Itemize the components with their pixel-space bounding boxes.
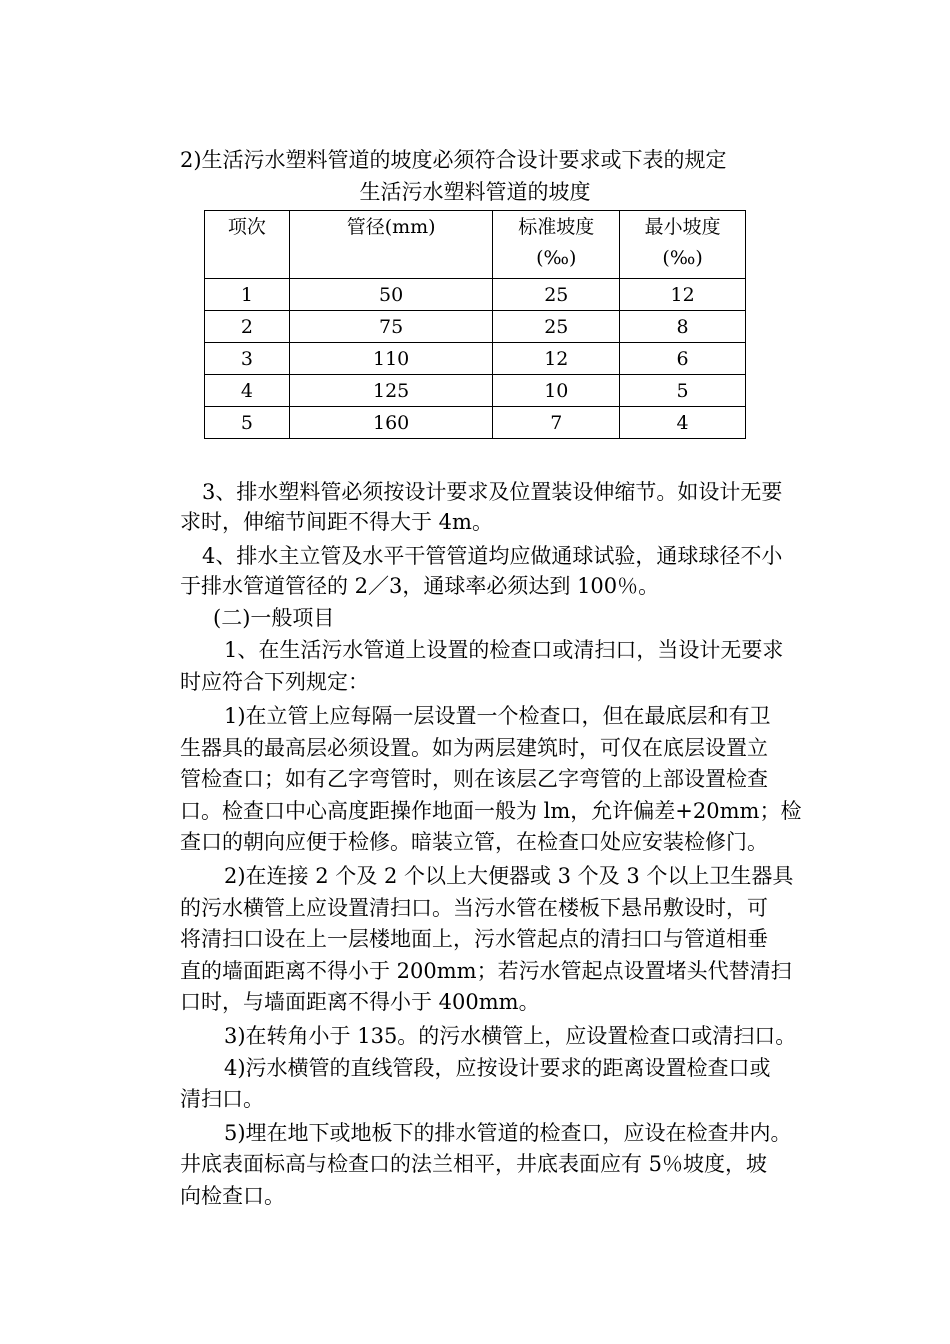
cell-standard: 10: [493, 375, 620, 407]
cell-diameter: 75: [289, 311, 493, 343]
cell-diameter: 160: [289, 407, 493, 439]
body-line: 2)在连接 2 个及 2 个以上大便器或 3 个及 3 个以上卫生器具: [224, 864, 794, 888]
table-row: [205, 407, 746, 439]
body-line: 1)在立管上应每隔一层设置一个检查口，但在最底层和有卫: [224, 704, 771, 728]
cell-minimum: 8: [620, 311, 746, 343]
header-minimum-slope: 最小坡度 (‰): [620, 211, 746, 279]
body-line: 4)污水横管的直线管段，应按设计要求的距离设置检查口或: [224, 1056, 771, 1080]
cell-item: 2: [205, 311, 290, 343]
table-row: [205, 375, 746, 407]
cell-minimum: 4: [620, 407, 746, 439]
body-line: 的污水横管上应设置清扫口。当污水管在楼板下悬吊敷设时，可: [180, 896, 768, 920]
body-line: 口。检查口中心高度距操作地面一般为 lm，允许偏差+20mm；检: [180, 799, 802, 823]
body-line: 4、排水主立管及水平干管管道均应做通球试验，通球球径不小: [202, 544, 783, 568]
body-line: 管检查口；如有乙字弯管时，则在该层乙字弯管的上部设置检查: [180, 767, 768, 791]
header-standard-slope: 标准坡度 (‰): [493, 211, 620, 279]
header-item: 项次: [205, 211, 290, 279]
cell-diameter: 110: [289, 343, 493, 375]
body-line: 清扫口。: [180, 1087, 264, 1111]
cell-item: 5: [205, 407, 290, 439]
body-line: 3、排水塑料管必须按设计要求及位置装设伸缩节。如设计无要: [202, 480, 783, 504]
body-line: 1、在生活污水管道上设置的检查口或清扫口，当设计无要求: [224, 638, 784, 662]
body-line: 于排水管道管径的 2／3，通球率必须达到 100％。: [180, 574, 660, 598]
cell-standard: 25: [493, 311, 620, 343]
body-line: 口时，与墙面距离不得小于 400mm。: [180, 990, 540, 1014]
cell-item: 4: [205, 375, 290, 407]
body-line: 生器具的最高层必须设置。如为两层建筑时，可仅在底层设置立: [180, 736, 768, 760]
intro-line: 2)生活污水塑料管道的坡度必须符合设计要求或下表的规定: [180, 148, 727, 172]
body-line: 查口的朝向应便于检修。暗装立管，在检查口处应安装检修门。: [180, 830, 768, 854]
section-heading: (二)一般项目: [213, 606, 335, 630]
table-row: [205, 311, 746, 343]
cell-standard: 25: [493, 279, 620, 311]
body-line: 3)在转角小于 135。的污水横管上，应设置检查口或清扫口。: [224, 1024, 797, 1048]
cell-standard: 7: [493, 407, 620, 439]
table-caption: 生活污水塑料管道的坡度: [359, 180, 591, 204]
header-diameter: 管径(mm): [289, 211, 493, 279]
body-line: 时应符合下列规定：: [180, 670, 369, 694]
cell-item: 3: [205, 343, 290, 375]
body-line: 直的墙面距离不得小于 200mm；若污水管起点设置堵头代替清扫: [180, 959, 792, 983]
cell-standard: 12: [493, 343, 620, 375]
table-row: [205, 343, 746, 375]
cell-item: 1: [205, 279, 290, 311]
body-line: 井底表面标高与检查口的法兰相平，井底表面应有 5％坡度，坡: [180, 1152, 768, 1176]
body-line: 求时，伸缩节间距不得大于 4m。: [180, 510, 493, 534]
body-line: 向检查口。: [180, 1184, 285, 1208]
cell-diameter: 125: [289, 375, 493, 407]
body-line: 5)埋在地下或地板下的排水管道的检查口，应设在检查井内。: [224, 1121, 792, 1145]
cell-diameter: 50: [289, 279, 493, 311]
cell-minimum: 5: [620, 375, 746, 407]
slope-table: [204, 210, 746, 439]
cell-minimum: 6: [620, 343, 746, 375]
table-row: [205, 279, 746, 311]
table-header-row: [205, 211, 746, 279]
cell-minimum: 12: [620, 279, 746, 311]
body-line: 将清扫口设在上一层楼地面上，污水管起点的清扫口与管道相垂: [180, 927, 768, 951]
